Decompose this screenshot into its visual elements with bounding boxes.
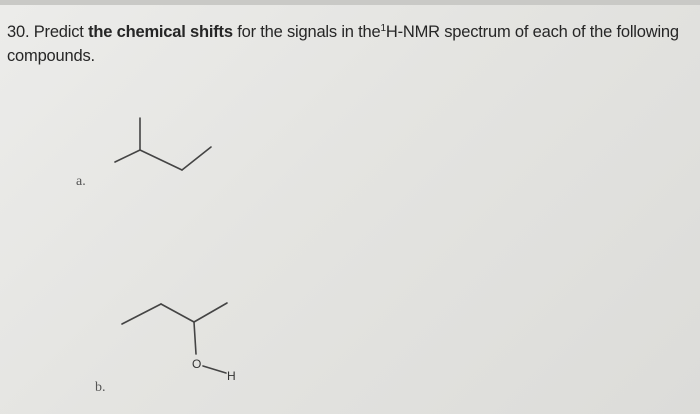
question-text-part-2: for the signals in the [237, 23, 381, 41]
question-text-part-1: Predict [33, 23, 84, 41]
hydrogen-atom-label: H [227, 369, 236, 383]
question-text-part-3: H-NMR spectrum of each of the following compounds. [7, 23, 679, 65]
bond-a-2 [115, 150, 140, 162]
bond-b-4 [194, 322, 196, 354]
compound-b-structure [122, 303, 236, 383]
bond-b-1 [122, 304, 161, 324]
bond-a-3 [140, 150, 182, 170]
compound-label-b: b. [95, 380, 106, 395]
bond-b-3 [194, 303, 227, 322]
oxygen-atom-label: O [192, 357, 202, 371]
bond-b-2 [161, 304, 194, 322]
bond-a-4 [182, 147, 211, 170]
compound-label-a: a. [76, 174, 86, 189]
question-number: 30. [7, 23, 30, 41]
bond-b-oh [203, 366, 226, 373]
question-bold-phrase: the chemical shifts [88, 23, 233, 41]
compound-a-structure [115, 118, 211, 170]
nmr-superscript: 1 [380, 23, 386, 34]
